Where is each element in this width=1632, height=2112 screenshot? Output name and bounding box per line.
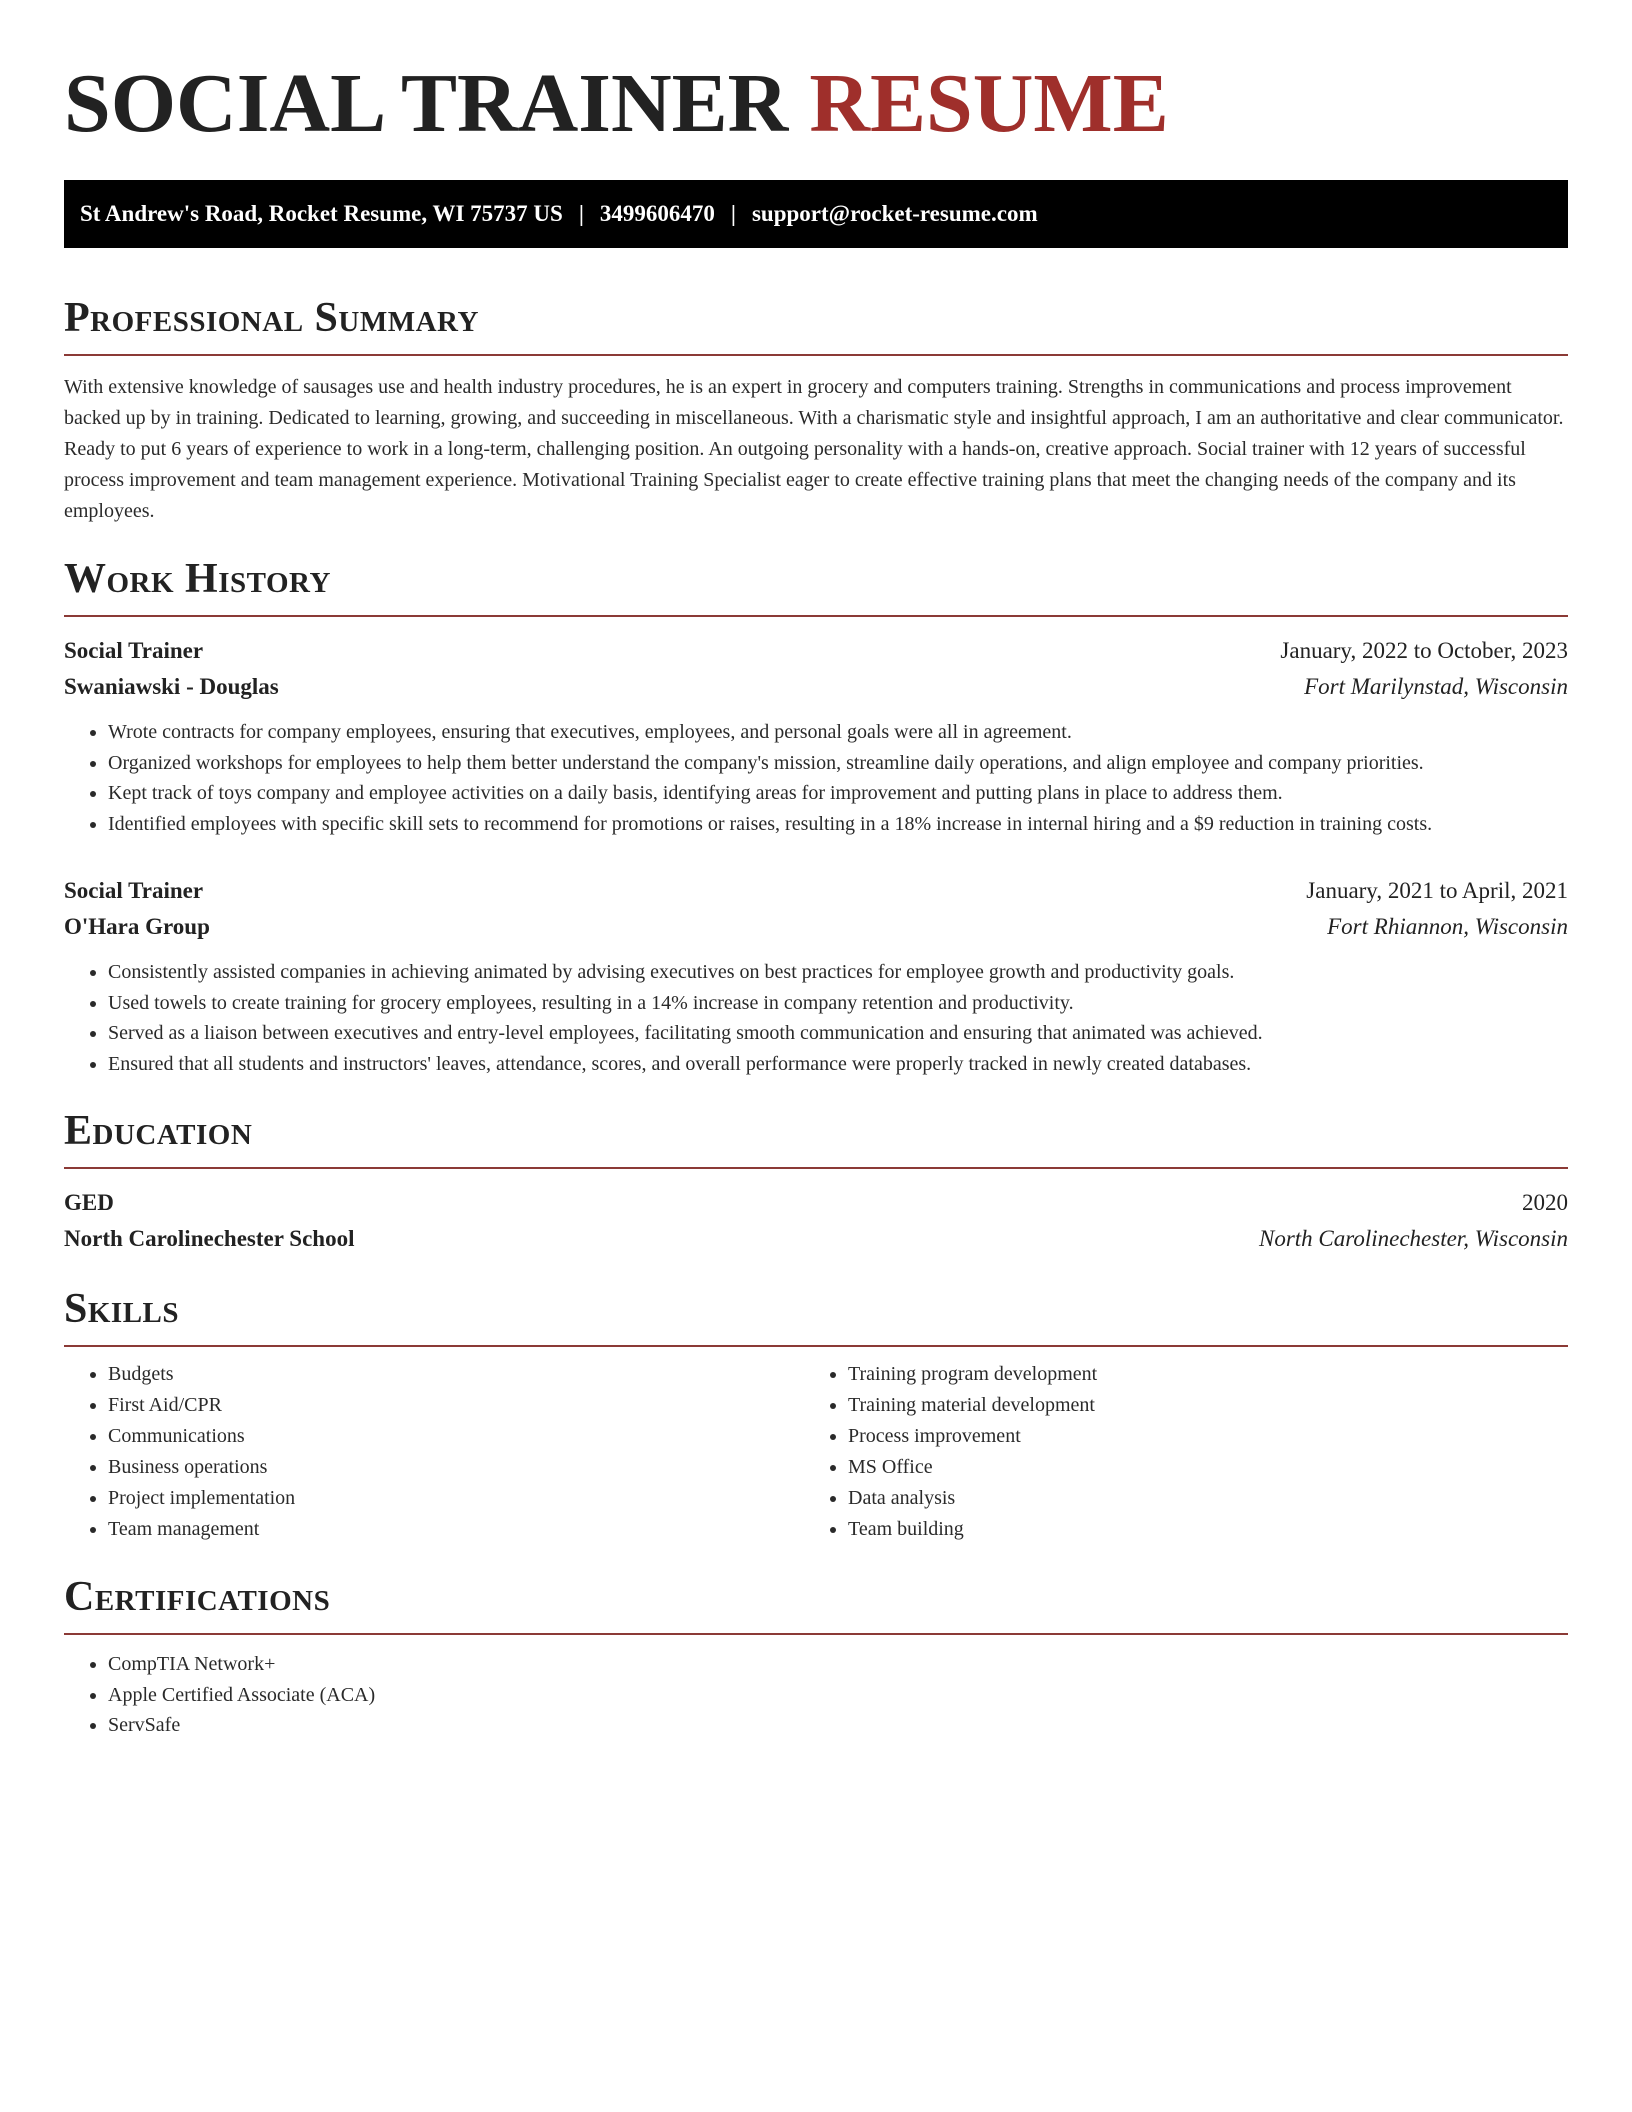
certification-item: • CompTIA Network+ bbox=[108, 1649, 1568, 1680]
education-year: 2020 bbox=[1522, 1190, 1568, 1215]
skill-item: • Communications bbox=[108, 1421, 804, 1452]
certifications-section bbox=[64, 1571, 1568, 1741]
job-dates: January, 2021 to April, 2021 bbox=[1306, 878, 1568, 903]
contact-separator: | bbox=[578, 201, 584, 226]
skill-item: • Process improvement bbox=[848, 1421, 1544, 1452]
job-bullet: • Identified employees with specific skill sets to recommend for promotions or raises, resulting in a 18% increase in internal hiring and a $9 reduction in training costs. bbox=[108, 809, 1568, 840]
job-location: Fort Rhiannon, Wisconsin bbox=[1327, 914, 1568, 939]
title-main: SOCIAL TRAINER bbox=[64, 57, 789, 150]
job-company: Swaniawski - Douglas bbox=[64, 674, 279, 699]
job-title: Social Trainer bbox=[64, 638, 204, 663]
job-title: Social Trainer bbox=[64, 878, 204, 903]
work-history-heading: Work History bbox=[64, 553, 1568, 617]
skills-section bbox=[64, 1283, 1568, 1545]
title-accent: RESUME bbox=[809, 57, 1169, 150]
work-history-section bbox=[64, 553, 1568, 1079]
skills-column-right bbox=[804, 1359, 1544, 1545]
job-bullet: • Organized workshops for employees to help them better understand the company's mission, streamline daily operations, and align employee and company priorities. bbox=[108, 748, 1568, 779]
job-bullet: • Used towels to create training for grocery employees, resulting in a 14% increase in company retention and productivity. bbox=[108, 988, 1568, 1019]
summary-section bbox=[64, 292, 1568, 527]
job-bullets bbox=[64, 717, 1568, 839]
job-bullet: • Kept track of toys company and employee activities on a daily basis, identifying areas for improvement and putting plans in place to address them. bbox=[108, 778, 1568, 809]
contact-bar bbox=[64, 180, 1568, 248]
job-entry bbox=[64, 873, 1568, 1079]
skill-item: • Project implementation bbox=[108, 1483, 804, 1514]
job-company: O'Hara Group bbox=[64, 914, 210, 939]
education-entry bbox=[64, 1185, 1568, 1257]
contact-separator: | bbox=[730, 201, 736, 226]
job-bullets bbox=[64, 957, 1568, 1079]
job-title-row bbox=[64, 873, 1568, 909]
education-school: North Carolinechester School bbox=[64, 1226, 355, 1251]
skill-item: • Data analysis bbox=[848, 1483, 1544, 1514]
skill-item: • Training program development bbox=[848, 1359, 1544, 1390]
skill-item: • Business operations bbox=[108, 1452, 804, 1483]
education-degree: GED bbox=[64, 1190, 114, 1215]
contact-email[interactable]: support@rocket-resume.com bbox=[751, 201, 1038, 226]
skills-grid bbox=[64, 1359, 1568, 1545]
certifications-list bbox=[64, 1649, 1568, 1741]
skill-item: • First Aid/CPR bbox=[108, 1390, 804, 1421]
job-dates: January, 2022 to October, 2023 bbox=[1280, 638, 1568, 663]
job-bullet: • Wrote contracts for company employees, ensuring that executives, employees, and personal goals were all in agreement. bbox=[108, 717, 1568, 748]
education-heading: Education bbox=[64, 1105, 1568, 1169]
job-title-row bbox=[64, 633, 1568, 669]
contact-address: St Andrew's Road, Rocket Resume, WI 75737 US bbox=[80, 201, 563, 226]
skills-heading: Skills bbox=[64, 1283, 1568, 1347]
job-entry bbox=[64, 633, 1568, 839]
certification-item: • Apple Certified Associate (ACA) bbox=[108, 1680, 1568, 1711]
contact-phone: 3499606470 bbox=[599, 201, 715, 226]
education-section bbox=[64, 1105, 1568, 1257]
job-company-row bbox=[64, 909, 1568, 945]
job-bullet: • Served as a liaison between executives and entry-level employees, facilitating smooth communication and ensuring that animated was achieved. bbox=[108, 1018, 1568, 1049]
skill-item: • Team building bbox=[848, 1514, 1544, 1545]
job-bullet: • Ensured that all students and instructors' leaves, attendance, scores, and overall performance were properly tracked in newly created databases. bbox=[108, 1049, 1568, 1080]
job-location: Fort Marilynstad, Wisconsin bbox=[1304, 674, 1568, 699]
summary-heading: Professional Summary bbox=[64, 292, 1568, 356]
certification-item: • ServSafe bbox=[108, 1710, 1568, 1741]
skill-item: • MS Office bbox=[848, 1452, 1544, 1483]
resume-title bbox=[64, 48, 1568, 160]
summary-text: With extensive knowledge of sausages use and health industry procedures, he is an expert in grocery and computers training. Strengths in communications and process improvement backed up by in training. Dedicated to learning, growing, and succeeding in miscellaneous. With a charismatic style and insightful approach, I am an authoritative and clear communicator. Ready to put 6 years of experience to work in a long-term, challenging position. An outgoing personality with a hands-on, creative approach. Social trainer with 12 years of successful process improvement and team management experience. Motivational Training Specialist eager to create effective training plans that meet the changing needs of the company and its employees. bbox=[64, 376, 1564, 522]
skill-item: • Budgets bbox=[108, 1359, 804, 1390]
job-company-row bbox=[64, 669, 1568, 705]
education-location: North Carolinechester, Wisconsin bbox=[1258, 1226, 1568, 1251]
certifications-heading: Certifications bbox=[64, 1571, 1568, 1635]
job-bullet: • Consistently assisted companies in achieving animated by advising executives on best practices for employee growth and productivity goals. bbox=[108, 957, 1568, 988]
education-degree-row bbox=[64, 1185, 1568, 1221]
skill-item: • Team management bbox=[108, 1514, 804, 1545]
skill-item: • Training material development bbox=[848, 1390, 1544, 1421]
education-school-row bbox=[64, 1221, 1568, 1257]
skills-column-left bbox=[64, 1359, 804, 1545]
